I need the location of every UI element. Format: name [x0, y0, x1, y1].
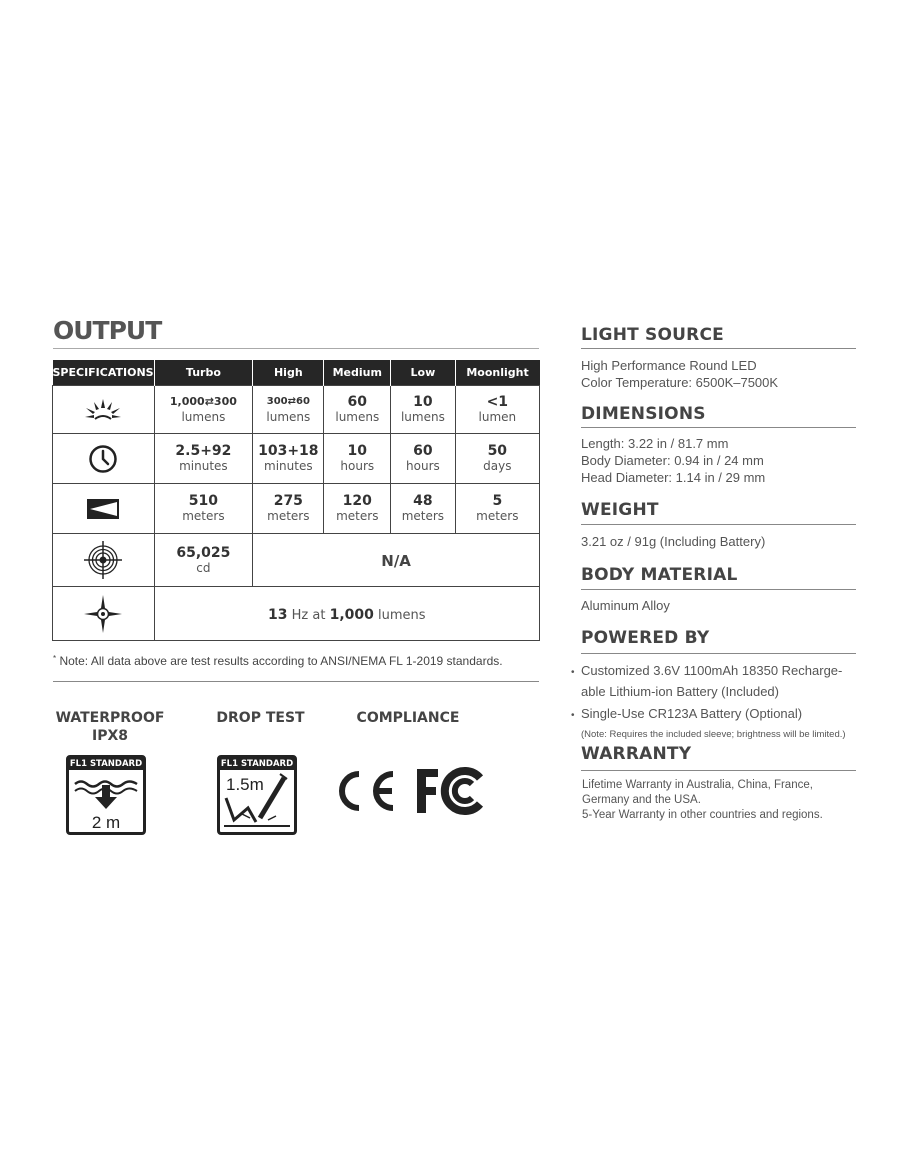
- weight-text: 3.21 oz / 91g (Including Battery): [581, 534, 766, 549]
- standards-note: * Note: All data above are test results according to ANSI/NEMA FL 1-2019 standards.: [53, 654, 503, 668]
- distance-row: [53, 484, 540, 534]
- runtime-high: 103+18 minutes: [253, 434, 324, 484]
- water-drop-icon: [69, 770, 143, 832]
- distance-moonlight: 5 meters: [455, 484, 539, 534]
- drop-impact-icon: [220, 770, 294, 832]
- light-source-text: High Performance Round LED Color Temperature: 6500K–7500K: [581, 358, 779, 390]
- distance-high: 275 meters: [253, 484, 324, 534]
- spec-table: [52, 360, 540, 641]
- body-material-divider: [581, 589, 856, 590]
- lumens-row: [53, 386, 540, 434]
- dimensions-text: Length: 3.22 in / 81.7 mm Body Diameter: 0.94 in / 24 mm Head Diameter: 1.14 in / 29 mm: [581, 436, 766, 485]
- header-high: High: [253, 360, 324, 386]
- lumens-moonlight: <1 lumen: [455, 386, 539, 434]
- weight-title: WEIGHT: [581, 500, 659, 520]
- beam-distance-icon: [53, 484, 155, 534]
- output-title: OUTPUT: [53, 316, 162, 345]
- header-moonlight: Moonlight: [455, 360, 539, 386]
- output-divider: [53, 348, 539, 349]
- clock-icon: [53, 434, 155, 484]
- fc-mark-icon: [414, 766, 484, 816]
- distance-low: 48 meters: [391, 484, 455, 534]
- strobe-frequency: 13 Hz at 1,000 lumens: [154, 587, 539, 641]
- battery-single-use: • Single-Use CR123A Battery (Optional) (Note: Requires the included sleeve; brightness will be limited.): [571, 706, 846, 740]
- runtime-low: 60 hours: [391, 434, 455, 484]
- warranty-title: WARRANTY: [581, 744, 692, 764]
- body-material-title: BODY MATERIAL: [581, 565, 738, 585]
- battery-rechargeable: • Customized 3.6V 1100mAh 18350 Recharge- able Lithium-ion Battery (Included): [571, 663, 843, 699]
- lumens-medium: 60 lumens: [324, 386, 391, 434]
- header-specifications: SPECIFICATIONS: [53, 360, 155, 386]
- intensity-na: N/A: [253, 534, 540, 587]
- brightness-icon: [53, 386, 155, 434]
- header-turbo: Turbo: [154, 360, 253, 386]
- spec-header-row: [53, 360, 540, 386]
- light-source-title: LIGHT SOURCE: [581, 325, 724, 345]
- warranty-divider: [581, 770, 856, 771]
- runtime-moonlight: 50 days: [455, 434, 539, 484]
- ce-mark-icon: [330, 766, 398, 816]
- distance-medium: 120 meters: [324, 484, 391, 534]
- lumens-low: 10 lumens: [391, 386, 455, 434]
- dimensions-divider: [581, 427, 856, 428]
- compliance-title: COMPLIANCE: [356, 710, 460, 726]
- waterproof-title: WATERPROOF IPX8: [55, 710, 165, 744]
- runtime-row: [53, 434, 540, 484]
- body-material-text: Aluminum Alloy: [581, 598, 670, 613]
- drop-test-badge: FL1 STANDARD 1.5m: [217, 755, 297, 835]
- light-source-divider: [581, 348, 856, 349]
- weight-divider: [581, 524, 856, 525]
- runtime-medium: 10 hours: [324, 434, 391, 484]
- intensity-turbo: 65,025 cd: [154, 534, 253, 587]
- intensity-row: [53, 534, 540, 587]
- note-divider: [53, 681, 539, 682]
- drop-test-title: DROP TEST: [216, 710, 305, 726]
- strobe-star-icon: [53, 587, 155, 641]
- header-medium: Medium: [324, 360, 391, 386]
- target-intensity-icon: [53, 534, 155, 587]
- distance-turbo: 510 meters: [154, 484, 253, 534]
- lumens-high: 300⇄60 lumens: [253, 386, 324, 434]
- powered-by-title: POWERED BY: [581, 628, 710, 648]
- powered-by-divider: [581, 653, 856, 654]
- svg-text:1.5m: 1.5m: [226, 775, 264, 794]
- svg-text:2 m: 2 m: [91, 813, 121, 832]
- header-low: Low: [391, 360, 455, 386]
- waterproof-badge: FL1 STANDARD 2 m: [66, 755, 146, 835]
- strobe-row: [53, 587, 540, 641]
- dimensions-title: DIMENSIONS: [581, 404, 706, 424]
- warranty-text: Lifetime Warranty in Australia, China, France, Germany and the USA. 5-Year Warranty in other countries and regions.: [582, 779, 823, 821]
- lumens-turbo: 1,000⇄300 lumens: [154, 386, 253, 434]
- runtime-turbo: 2.5+92 minutes: [154, 434, 253, 484]
